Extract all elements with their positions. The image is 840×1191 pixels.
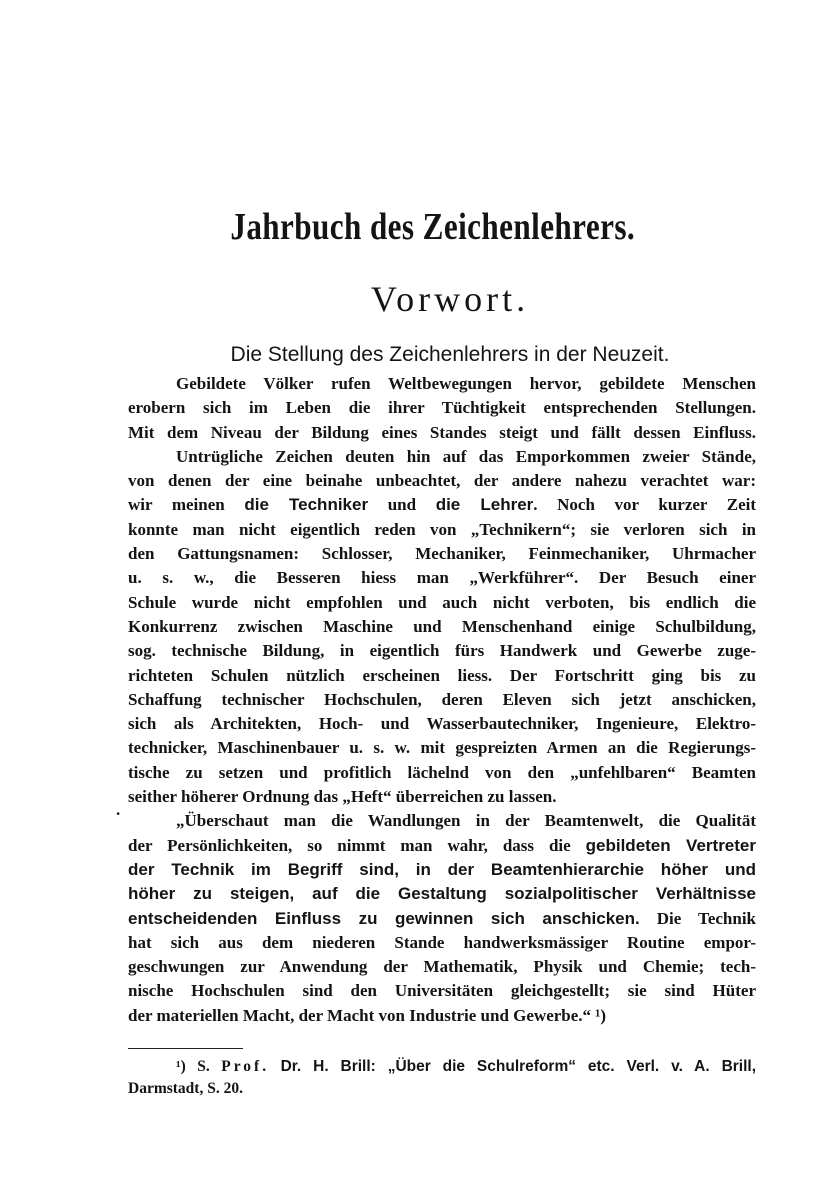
text-line: „Überschaut man die Wandlungen in der Beamtenwelt, die Qualität bbox=[176, 811, 756, 831]
text-line: seither höherer Ordnung das „Heft“ überreichen zu lassen. bbox=[128, 787, 557, 807]
text-line: Untrügliche Zeichen deuten hin auf das Emporkommen zweier Stände, bbox=[176, 446, 756, 466]
margin-mark: . bbox=[116, 800, 121, 819]
text-line: Mit dem Niveau der Bildung eines Standes steigt und fällt dessen Einfluss. bbox=[128, 422, 756, 442]
text-line: den Gattungsnamen: Schlosser, Mechaniker, Feinmechaniker, Uhrmacher bbox=[128, 544, 756, 564]
text-span: Die Technik bbox=[656, 908, 756, 928]
text-line: hat sich aus dem niederen Stande handwerksmässiger Routine empor- bbox=[128, 932, 756, 952]
footnote-marker: ¹) S. bbox=[176, 1058, 210, 1075]
emphasis-text: gebildeten Vertreter bbox=[585, 835, 756, 855]
emphasis-text: entscheidenden Einfluss zu gewinnen sich anschicken. bbox=[128, 908, 640, 928]
text-line: sog. technische Bildung, in eigentlich fürs Handwerk und Gewerbe zuge- bbox=[128, 641, 756, 661]
text-span: wir meinen bbox=[128, 495, 225, 515]
preface-heading: Vorwort. bbox=[370, 279, 530, 319]
emphasis-line: der Technik im Begriff sind, in der Beamtenhierarchie höher und bbox=[128, 859, 756, 879]
text-line: der materiellen Macht, der Macht von Industrie und Gewerbe.“ ¹) bbox=[128, 1005, 607, 1025]
footnote-line bbox=[128, 1056, 756, 1078]
footnote-divider bbox=[128, 1048, 243, 1049]
text-span: der Persönlichkeiten, so nimmt man wahr, dass die bbox=[128, 835, 571, 855]
text-line bbox=[128, 907, 756, 931]
body-text bbox=[128, 372, 756, 1028]
text-line: technicker, Maschinenbauer u. s. w. mit gespreizten Armen an die Regierungs- bbox=[128, 738, 756, 758]
text-line: erobern sich im Leben die ihrer Tüchtigkeit entsprechenden Stellungen. bbox=[128, 398, 756, 418]
text-line: Schule wurde nicht empfohlen und auch nicht verboten, bis endlich die bbox=[128, 592, 756, 612]
text-line: Gebildete Völker rufen Weltbewegungen hervor, gebildete Menschen bbox=[176, 374, 756, 393]
text-line: von denen der eine beinahe unbeachtet, der andere nahezu verachtet war: bbox=[128, 471, 756, 491]
text-span: und bbox=[387, 495, 417, 515]
footnote-reference: Dr. H. Brill: „Über die Schulreform“ etc. Verl. v. A. Brill, bbox=[280, 1058, 757, 1075]
text-span: . Noch vor kurzer Zeit bbox=[533, 495, 757, 515]
emphasis-techniker: die Techniker bbox=[244, 495, 369, 515]
footnote bbox=[128, 1056, 756, 1100]
text-line: u. s. w., die Besseren hiess man „Werkführer“. Der Besuch einer bbox=[128, 568, 756, 588]
text-line: tische zu setzen und profitlich lächelnd von den „unfehlbaren“ Beamten bbox=[128, 762, 756, 782]
text-line: Schaffung technischer Hochschulen, deren Eleven sich jetzt anschicken, bbox=[128, 689, 756, 709]
text-line bbox=[128, 834, 756, 858]
text-line bbox=[128, 493, 756, 517]
section-title: Die Stellung des Zeichenlehrers in der Neuzeit. bbox=[230, 343, 670, 366]
emphasis-line: höher zu steigen, auf die Gestaltung sozialpolitischer Verhältnisse bbox=[128, 884, 756, 904]
text-line: richteten Schulen nützlich erscheinen liess. Der Fortschritt ging bis zu bbox=[128, 665, 756, 685]
text-line: Konkurrenz zwischen Maschine und Menschenhand einige Schulbildung, bbox=[128, 616, 756, 636]
text-line: nische Hochschulen sind den Universitäten gleichgestellt; sie sind Hüter bbox=[128, 981, 756, 1001]
book-title: Jahrbuch des Zeichenlehrers. bbox=[230, 206, 636, 248]
footnote-line: Darmstadt, S. 20. bbox=[128, 1080, 243, 1097]
emphasis-lehrer: die Lehrer bbox=[435, 495, 534, 515]
text-line: sich als Architekten, Hoch- und Wasserbautechniker, Ingenieure, Elektro- bbox=[128, 714, 756, 734]
text-line: geschwungen zur Anwendung der Mathematik, Physik und Chemie; tech- bbox=[128, 957, 756, 977]
text-line: konnte man nicht eigentlich reden von „Technikern“; sie verloren sich in bbox=[128, 519, 756, 539]
footnote-author-title: Prof. bbox=[221, 1058, 270, 1075]
